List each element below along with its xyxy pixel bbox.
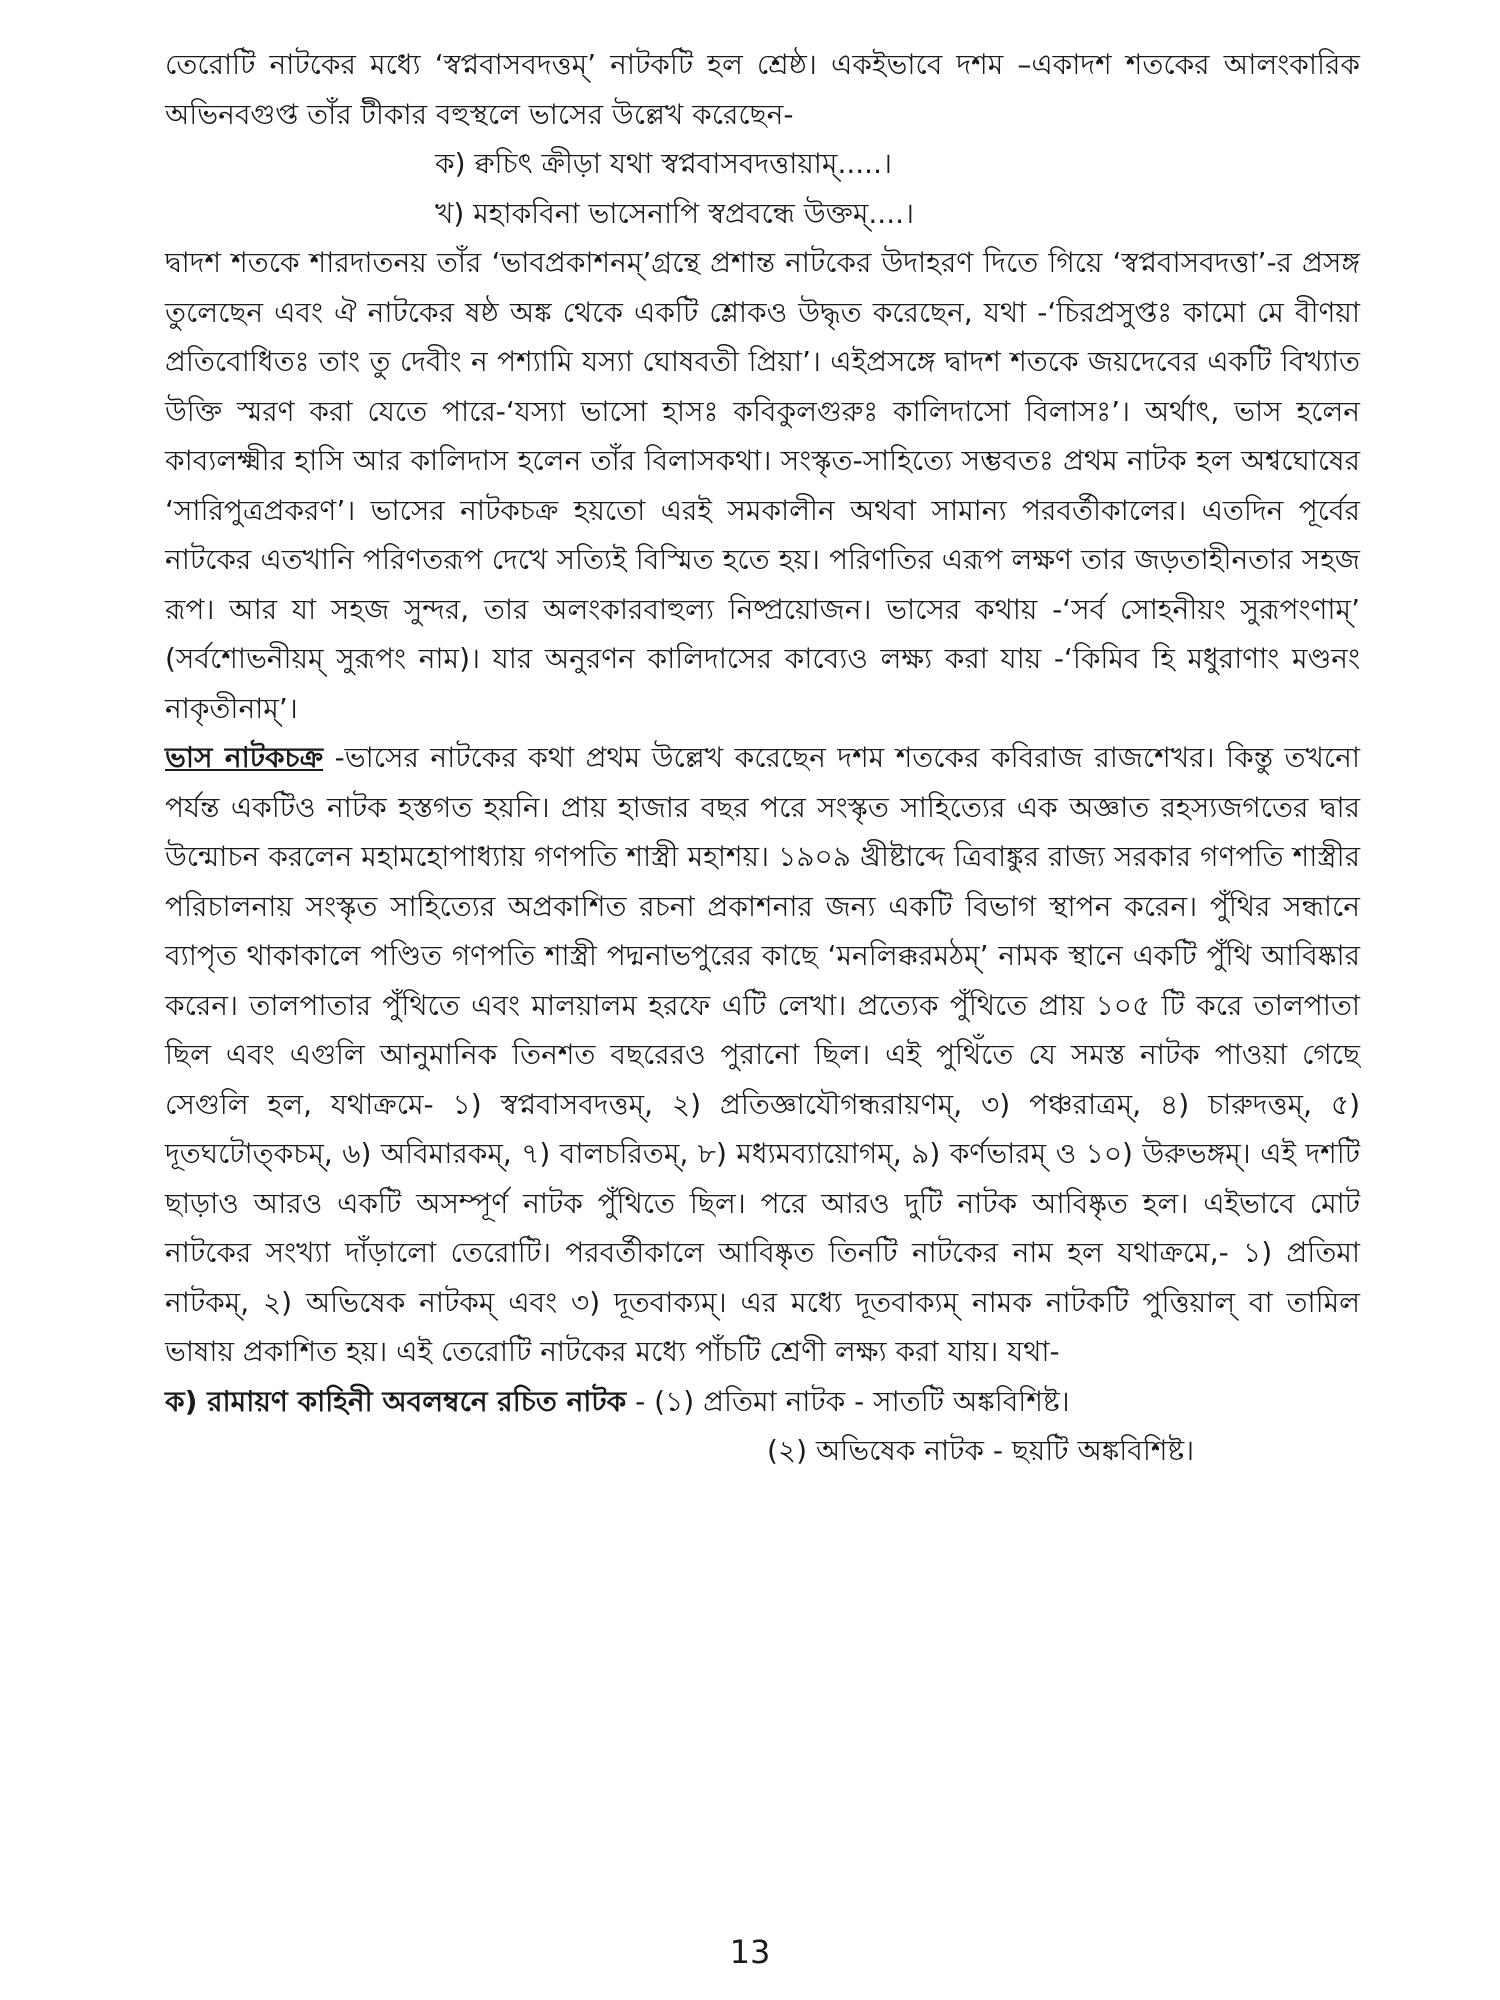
paragraph-sharadatanaya: দ্বাদশ শতকে শারদাতনয় তাঁর ‘ভাবপ্রকাশনম্’গ্রন্থে প্রশান্ত নাটকের উদাহরণ দিতে গিয়ে ‘স্বপ্নবাসবদত্তা’-র প্রসঙ্গ তুলেছেন এবং ঐ নাটকের ষষ্ঠ অঙ্ক থেকে একটি শ্লোকও উদ্ধৃত করেছেন, যথা -‘চিরপ্রসুপ্তঃ কামো মে বীণয়া প্রতিবোধিতঃ তাং তু দেবীং ন পশ্যামি যস্যা ঘোষবতী প্রিয়া’। এইপ্রসঙ্গে দ্বাদশ শতকে জয়দেবের একটি বিখ্যাত উক্তি স্মরণ করা যেতে পারে-‘যস্যা ভাসো হাসঃ কবিকুলগুরুঃ কালিদাসো বিলাসঃ’। অর্থাৎ, ভাস হলেন কাব্যলক্ষ্মীর হাসি আর কালিদাস হলেন তাঁর বিলাসকথা। সংস্কৃত-সাহিত্যে সম্ভবতঃ প্রথম নাটক হল অশ্বঘোষের ‘সারিপুত্রপ্রকরণ’। ভাসের নাটকচক্র হয়তো এরই সমকালীন অথবা সামান্য পরবর্তীকালের। এতদিন পূর্বের নাটকের এতখানি পরিণতরূপ দেখে সত্যিই বিস্মিত হতে হয়। পরিণতির এরূপ লক্ষণ তার জড়তাহীনতার সহজ রূপ। আর যা সহজ সুন্দর, তার অলংকারবাহুল্য নিষ্প্রয়োজন। ভাসের কথায় -‘সর্ব সোহনীয়ং সুরূপংণাম্’ (সর্বশোভনীয়ম্ সুরূপং নাম)। যার অনুরণন কালিদাসের কাব্যেও লক্ষ্য করা যায় -‘কিমিব হি মধুরাণাং মণ্ডনং নাকৃতীনাম্’। <box>165 246 1360 725</box>
verse-line-ka: ক) ক্বচিৎ ক্রীড়া যথা স্বপ্নবাসবদত্তায়াম্.....। <box>435 147 892 180</box>
category-item-2: (২) অভিষেক নাটক - ছয়টি অঙ্কবিশিষ্ট। <box>767 1434 1195 1467</box>
page-body <box>165 40 1360 1476</box>
category-ramayana <box>165 1377 1360 1427</box>
paragraph-body: -ভাসের নাটকের কথা প্রথম উল্লেখ করেছেন দশম শতকের কবিরাজ রাজশেখর। কিন্তু তখনো পর্যন্ত একটিও নাটক হস্তগত হয়নি। প্রায় হাজার বছর পরে সংস্কৃত সাহিত্যের এক অজ্ঞাত রহস্যজগতের দ্বার উন্মোচন করলেন মহামহোপাধ্যায় গণপতি শাস্ত্রী মহাশয়। ১৯০৯ খ্রীষ্টাব্দে ত্রিবাঙ্কুর রাজ্য সরকার গণপতি শাস্ত্রীর পরিচালনায় সংস্কৃত সাহিত্যের অপ্রকাশিত রচনা প্রকাশনার জন্য একটি বিভাগ স্থাপন করেন। পুঁথির সন্ধানে ব্যাপৃত থাকাকালে পণ্ডিত গণপতি শাস্ত্রী পদ্মনাভপুরের কাছে ‘মনলিক্করমঠম্’ নামক স্থানে একটি পুঁথি আবিষ্কার করেন। তালপাতার পুঁথিতে এবং মালয়ালম হরফে এটি লেখা। প্রত্যেক পুঁথিতে প্রায় ১০৫ টি করে তালপাতা ছিল এবং এগুলি আনুমানিক তিনশত বছরেরও পুরানো ছিল। এই পুথিঁতে যে সমস্ত নাটক পাওয়া গেছে সেগুলি হল, যথাক্রমে- ১) স্বপ্নবাসবদত্তম্, ২) প্রতিজ্ঞাযৌগন্ধরায়ণম্, ৩) পঞ্চরাত্রম্, ৪) চারুদত্তম্, ৫) দূতঘটোত্কচম্, ৬) অবিমারকম্, ৭) বালচরিতম্, ৮) মধ্যমব্যায়োগম্, ৯) কর্ণভারম্ ও ১০) উরুভঙ্গম্। এই দশটি ছাড়াও আরও একটি অসম্পূর্ণ নাটক পুঁথিতে ছিল। পরে আরও দুটি নাটক আবিষ্কৃত হল। এইভাবে মোট নাটকের সংখ্যা দাঁড়ালো তেরোটি। পরবর্তীকালে আবিষ্কৃত তিনটি নাটকের নাম হল যথাক্রমে,- ১) প্রতিমা নাটকম্, ২) অভিষেক নাটকম্ এবং ৩) দূতবাক্যম্। এর মধ্যে দূতবাক্যম্ নামক নাটকটি পুত্তিয়াল্ বা তামিল ভাষায় প্রকাশিত হয়। এই তেরোটি নাটকের মধ্যে পাঁচটি শ্রেণী লক্ষ্য করা যায়। যথা- <box>165 741 1361 1368</box>
category-item-1: - (১) প্রতিমা নাটক - সাতটি অঙ্কবিশিষ্ট। <box>626 1384 1070 1418</box>
paragraph-bhasa-natakachakra <box>165 733 1360 1377</box>
paragraph-intro: তেরোটি নাটকের মধ্যে ‘স্বপ্নবাসবদত্তম্’ নাটকটি হল শ্রেষ্ঠ। একইভাবে দশম –একাদশ শতকের আলংকারিক অভিনবগুপ্ত তাঁর টীকার বহুস্থলে ভাসের উল্লেখ করেছেন- <box>165 48 1360 131</box>
category-title: ক) রামায়ণ কাহিনী অবলম্বনে রচিত নাটক <box>165 1384 627 1418</box>
verse-line-kha: খ) মহাকবিনা ভাসেনাপি স্বপ্রবন্ধে উক্তম্....। <box>435 196 915 230</box>
page-number: 13 <box>729 1933 771 1971</box>
section-heading: ভাস নাটকচক্র <box>165 741 324 774</box>
